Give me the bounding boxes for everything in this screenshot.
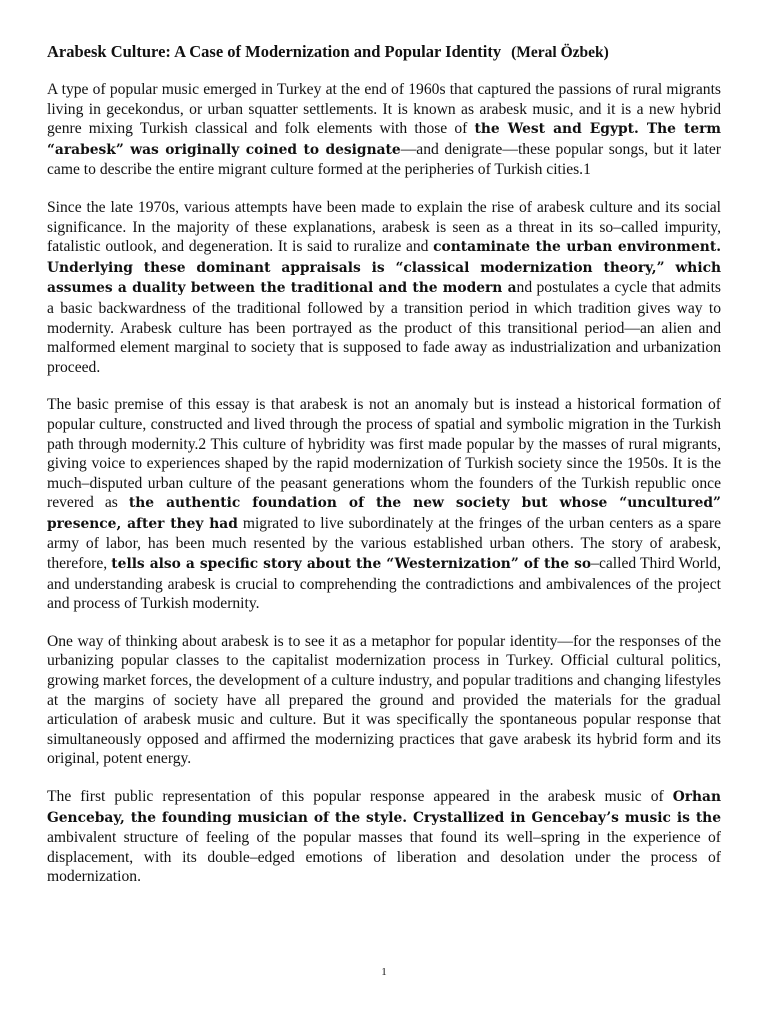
author-name: (Meral Özbek) <box>511 44 609 61</box>
bold-segment: the West and Egypt. The term “arabesk” was originally coined to designate <box>47 121 722 158</box>
document-title <box>47 42 721 63</box>
text-segment: nd postulates a cycle that admits a basic backwardness of the traditional followed by a transition period in which tradition gives way to modernity. Arabesk culture has been portrayed as the product of this transitional period—an alien and malformed element marginal to society that is supposed to fade away as industrialization and urbanization proceed. <box>47 279 721 376</box>
paragraph-4 <box>47 632 721 769</box>
text-segment: One way of thinking about arabesk is to see it as a metaphor for popular identity—for the responses of the urbanizing popular classes to the capitalist modernization process in Turkey. Official cultural politics, growing market forces, the development of a culture industry, and popular traditions and changing lifestyles at the margins of society have all prepared the ground and provided the materials for the gradual articulation of arabesk music and culture. But it was specifically the spontaneous popular response that simultaneously opposed and affirmed the modernizing practices that gave arabesk its hybrid form and its original, potent energy. <box>47 632 721 768</box>
text-segment: –called Third World, and understanding arabesk is crucial to comprehending the contradictions and ambivalences of the project and process of Turkish modernity. <box>47 555 721 613</box>
page-number: 1 <box>381 966 387 978</box>
text-segment: Since the late 1970s, various attempts have been made to explain the rise of arabesk culture and its social significance. In the majority of these explanations, arabesk is seen as a threat in its so–called impurity, fatalistic outlook, and degeneration. It is said to ruralize and <box>47 198 721 256</box>
text-segment: A type of popular music emerged in Turkey at the end of 1960s that captured the passions of rural migrants living in gecekondus, or urban squatter settlements. It is known as arabesk music, and it is a new hybrid genre mixing Turkish classical and folk elements with those of <box>47 81 721 138</box>
text-segment: The first public representation of this popular response appeared in the arabesk music of <box>47 788 673 805</box>
paragraph-1 <box>47 80 721 180</box>
paragraph-3 <box>47 395 721 614</box>
bold-segment: contaminate the urban environment. Underlying these dominant appraisals is “classical modernization theory,” which assumes a duality between the traditional and the modern a <box>47 239 721 297</box>
bold-segment: tells also a specific story about the “Westernization” of the so <box>111 556 592 573</box>
bold-segment: Orhan Gencebay, the founding musician of the style. Crystallized in Gencebay’s music is the <box>47 789 721 826</box>
document-page <box>47 42 721 905</box>
text-segment: migrated to live subordinately at the fringes of the urban centers as a spare army of labor, has been much resented by the various established urban others. The story of arabesk, therefore, <box>47 514 721 573</box>
text-segment: ambivalent structure of feeling of the popular masses that found its well–spring in the experience of displacement, with its double–edged emotions of liberation and desolation under the process of modernization. <box>47 829 721 886</box>
text-segment: —and denigrate—these popular songs, but it later came to describe the entire migrant culture formed at the peripheries of Turkish cities.1 <box>47 140 722 179</box>
title-text: Arabesk Culture: A Case of Modernization and Popular Identity <box>47 42 502 61</box>
text-segment: The basic premise of this essay is that arabesk is not an anomaly but is instead a historical formation of popular culture, constructed and lived through the process of spatial and symbolic migration in the Turkish path through modernity.2 This culture of hybridity was first made popular by the masses of rural migrants, giving voice to experiences shaped by the rapid modernization of Turkish society since the 1950s. It is the much–disputed urban culture of the peasant generations whom the founders of the Turkish republic once revered as <box>47 396 721 512</box>
paragraph-2 <box>47 198 721 377</box>
paragraph-5 <box>47 787 721 887</box>
bold-segment: the authentic foundation of the new society but whose “uncultured” presence, after they had <box>47 495 721 532</box>
